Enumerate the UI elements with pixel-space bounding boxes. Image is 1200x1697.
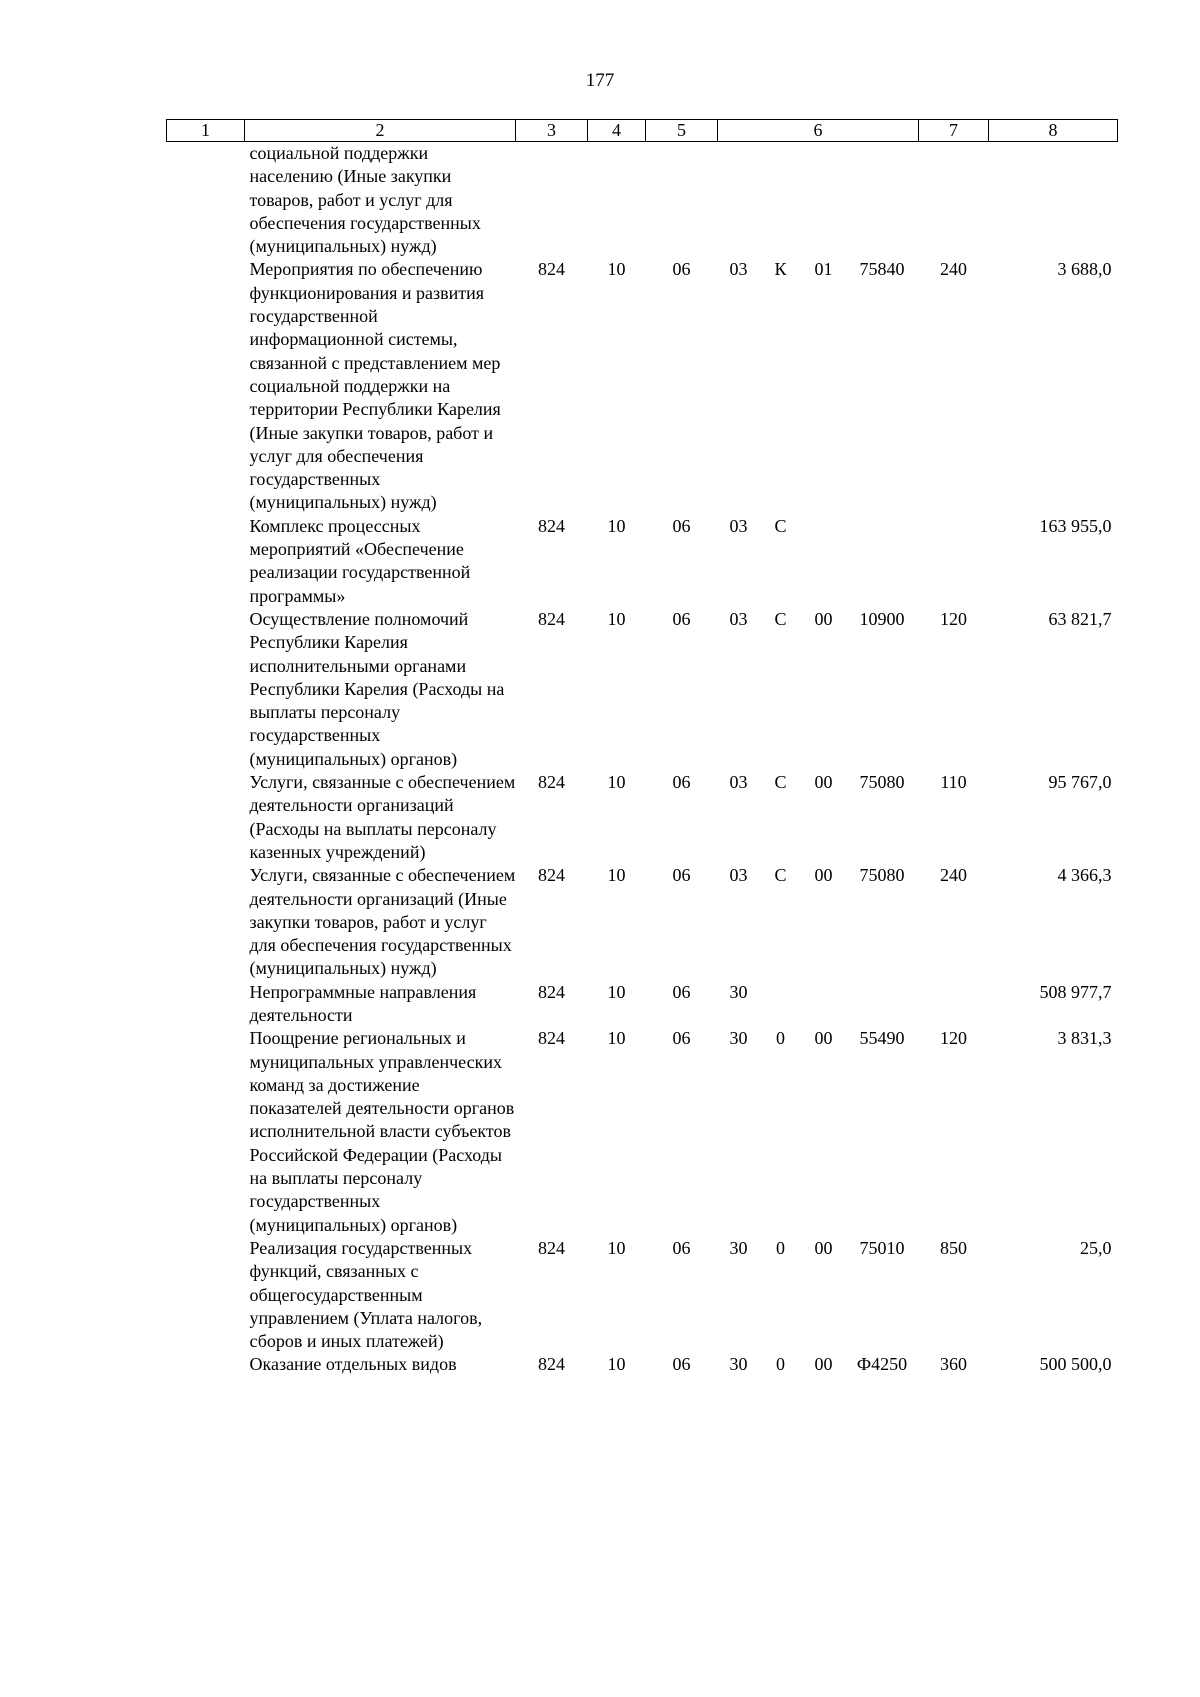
header-col-7: 7 (919, 120, 989, 142)
header-col-4: 4 (588, 120, 646, 142)
row-code-c6c: 00 (814, 1237, 833, 1258)
row-code-c3: 824 (538, 981, 565, 1002)
header-row (167, 120, 1118, 142)
row-code-c6d (846, 142, 919, 259)
row-code-c3: 824 (538, 608, 565, 629)
row-code-c6c (802, 515, 846, 608)
row-description: Осуществление полномочий Республики Карелия исполнительными органами Республики Карелия (Расходы на выплаты персоналу государственных (муниципальных) органов) (249, 608, 505, 769)
row-spacer (167, 1027, 245, 1237)
row-code-c6a: 03 (729, 515, 748, 536)
row-code-c6b: 0 (776, 1237, 785, 1258)
row-description: Оказание отдельных видов (249, 1354, 457, 1375)
header-col-3: 3 (516, 120, 588, 142)
row-code-c5: 06 (672, 1354, 691, 1375)
row-description: Услуги, связанные с обеспечением деятельности организаций (Расходы на выплаты персоналу казенных учреждений) (249, 772, 516, 862)
row-code-c6c: 00 (814, 1354, 833, 1375)
row-code-c6c: 01 (814, 259, 833, 280)
row-code-c5: 06 (672, 1028, 691, 1049)
row-code-c5: 06 (672, 515, 691, 536)
row-code-c6a: 03 (729, 865, 748, 886)
table-row (167, 1237, 1118, 1353)
row-spacer (167, 771, 245, 864)
row-code-c6b (760, 981, 802, 1028)
row-spacer (167, 981, 245, 1028)
row-spacer (167, 1353, 245, 1376)
row-code-c6c: 00 (814, 1028, 833, 1049)
row-code-c7 (919, 981, 989, 1028)
row-code-c6a: 03 (729, 772, 748, 793)
row-code-c6a: 30 (729, 1354, 748, 1375)
row-code-c4 (588, 142, 646, 259)
header-col-5: 5 (646, 120, 718, 142)
row-code-c3: 824 (538, 1028, 565, 1049)
row-code-c7 (919, 142, 989, 259)
row-code-c7: 360 (940, 1354, 967, 1375)
row-code-c7: 240 (940, 865, 967, 886)
row-code-c5: 06 (672, 865, 691, 886)
row-amount: 508 977,7 (1039, 981, 1112, 1002)
row-code-c7: 240 (940, 259, 967, 280)
row-spacer (167, 608, 245, 771)
row-spacer (167, 142, 245, 259)
row-code-c4: 10 (607, 608, 626, 629)
row-code-c4: 10 (607, 259, 626, 280)
row-code-c3 (516, 142, 588, 259)
row-code-c3: 824 (538, 1354, 565, 1375)
row-spacer (167, 515, 245, 608)
row-code-c3: 824 (538, 1237, 565, 1258)
row-amount: 500 500,0 (1039, 1354, 1112, 1375)
row-code-c4: 10 (607, 865, 626, 886)
row-amount: 25,0 (1080, 1237, 1112, 1258)
row-code-c6b (760, 142, 802, 259)
row-spacer (167, 258, 245, 514)
table-row (167, 864, 1118, 980)
header-col-1: 1 (167, 120, 245, 142)
row-code-c6b: С (774, 772, 787, 793)
row-code-c6a: 03 (729, 259, 748, 280)
row-code-c6b: С (774, 608, 787, 629)
row-code-c6a: 30 (729, 981, 748, 1002)
row-code-c3: 824 (538, 259, 565, 280)
row-code-c5: 06 (672, 1237, 691, 1258)
row-code-c6d: 75840 (859, 259, 905, 280)
row-description: Реализация государственных функций, связанных с общегосударственным управлением (Уплата налогов, сборов и иных платежей) (249, 1237, 483, 1352)
table-header (167, 120, 1118, 142)
row-description: Комплекс процессных мероприятий «Обеспечение реализации государственной программы» (249, 515, 471, 606)
table-row (167, 142, 1118, 259)
row-code-c3: 824 (538, 515, 565, 536)
row-code-c7 (919, 515, 989, 608)
page-number: 177 (585, 70, 615, 91)
row-description: Непрограммные направления деятельности (249, 981, 477, 1025)
row-description: социальной поддержки населению (Иные закупки товаров, работ и услуг для обеспечения государственных (муниципальных) нужд) (249, 143, 481, 257)
row-code-c4: 10 (607, 1237, 626, 1258)
row-code-c6d: 10900 (859, 608, 905, 629)
row-code-c4: 10 (607, 772, 626, 793)
row-spacer (167, 864, 245, 980)
row-code-c6c: 00 (814, 772, 833, 793)
table-row (167, 771, 1118, 864)
row-code-c6d (846, 515, 919, 608)
row-code-c5: 06 (672, 608, 691, 629)
row-code-c5: 06 (672, 259, 691, 280)
row-code-c6d (846, 981, 919, 1028)
row-code-c7: 120 (940, 1028, 967, 1049)
row-code-c6b: 0 (776, 1354, 785, 1375)
row-code-c6d: 75080 (859, 865, 905, 886)
row-code-c6c: 00 (814, 865, 833, 886)
row-description: Мероприятия по обеспечению функционирования и развития государственной информационной системы, связанной с представлением мер социальной поддержки на территории Республики Карелия (Иные закупки товаров, работ и услуг для обеспечения государственных (муниципальных) нужд) (249, 259, 501, 513)
row-code-c6b: 0 (776, 1028, 785, 1049)
row-code-c4: 10 (607, 981, 626, 1002)
header-col-2: 2 (245, 120, 516, 142)
row-code-c7: 120 (940, 608, 967, 629)
row-description: Услуги, связанные с обеспечением деятельности организаций (Иные закупки товаров, работ и услуг для обеспечения государственных (муниципальных) нужд) (249, 865, 516, 979)
row-code-c6d: 75010 (859, 1237, 905, 1258)
table-row (167, 1027, 1118, 1237)
table-row (167, 1353, 1118, 1376)
row-amount: 63 821,7 (1048, 608, 1112, 629)
row-code-c6d: 55490 (859, 1028, 905, 1049)
row-code-c5: 06 (672, 772, 691, 793)
table-row (167, 515, 1118, 608)
row-code-c5 (646, 142, 718, 259)
row-code-c6b: С (774, 865, 787, 886)
row-amount (989, 142, 1118, 259)
row-code-c6d: Ф4250 (856, 1354, 908, 1375)
row-code-c6c (802, 142, 846, 259)
row-code-c6a: 03 (729, 608, 748, 629)
table-row (167, 258, 1118, 514)
header-col-8: 8 (989, 120, 1118, 142)
row-code-c5: 06 (672, 981, 691, 1002)
row-description: Поощрение региональных и муниципальных управленческих команд за достижение показателей деятельности органов исполнительной власти субъектов Российской Федерации (Расходы на выплаты персоналу государственных (муниципальных) органов) (249, 1028, 515, 1235)
row-code-c3: 824 (538, 772, 565, 793)
row-code-c4: 10 (607, 515, 626, 536)
row-amount: 3 831,3 (1057, 1028, 1112, 1049)
table-row (167, 608, 1118, 771)
row-code-c6b: С (774, 515, 787, 536)
row-spacer (167, 1237, 245, 1353)
table-row (167, 981, 1118, 1028)
row-code-c6a: 30 (729, 1028, 748, 1049)
row-code-c6c: 00 (814, 608, 833, 629)
table-body (167, 142, 1118, 1377)
row-amount: 95 767,0 (1048, 772, 1112, 793)
row-code-c4: 10 (607, 1354, 626, 1375)
row-code-c7: 850 (940, 1237, 967, 1258)
row-code-c6a: 30 (729, 1237, 748, 1258)
header-col-6: 6 (718, 120, 919, 142)
row-code-c6d: 75080 (859, 772, 905, 793)
row-amount: 163 955,0 (1039, 515, 1112, 536)
row-code-c4: 10 (607, 1028, 626, 1049)
budget-table (166, 119, 1118, 1377)
row-amount: 4 366,3 (1057, 865, 1112, 886)
row-code-c7: 110 (940, 772, 967, 793)
row-code-c3: 824 (538, 865, 565, 886)
row-amount: 3 688,0 (1057, 259, 1112, 280)
row-code-c6c (802, 981, 846, 1028)
row-code-c6b: К (774, 259, 787, 280)
row-code-c6a (718, 142, 760, 259)
